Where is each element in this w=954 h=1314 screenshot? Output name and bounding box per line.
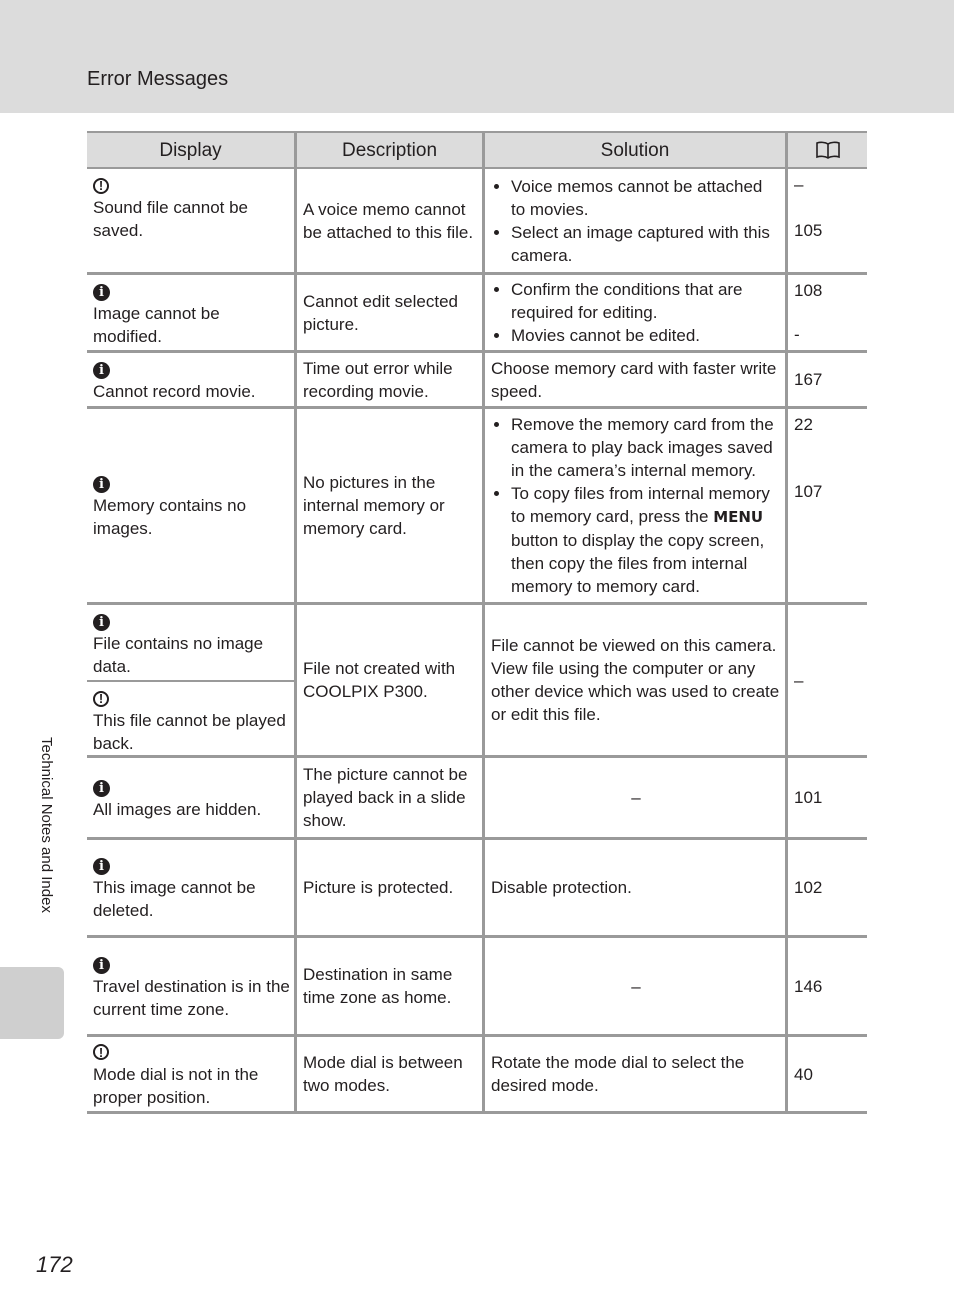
reference-cell: 102 — [785, 840, 867, 938]
reference-cell — [785, 275, 867, 353]
display-cell — [87, 409, 294, 605]
table-row — [87, 605, 867, 682]
display-message: This file cannot be played back. — [93, 711, 286, 753]
reference-page: 108 — [794, 281, 823, 300]
info-icon: i — [93, 614, 110, 631]
solution-cell — [482, 275, 785, 353]
display-cell — [87, 840, 294, 938]
info-icon: i — [93, 284, 110, 301]
reference-cell: 146 — [785, 938, 867, 1037]
display-cell — [87, 682, 294, 758]
table-row — [87, 275, 867, 353]
description-cell: Cannot edit selected picture. — [294, 275, 482, 353]
description-cell: Picture is protected. — [294, 840, 482, 938]
solution-cell: Choose memory card with faster write speed. — [482, 353, 785, 409]
header-band — [0, 0, 954, 113]
reference-page: 22 — [794, 415, 813, 434]
display-message: Sound file cannot be saved. — [93, 198, 249, 240]
reference-page: 105 — [794, 221, 823, 240]
reference-cell: 40 — [785, 1037, 867, 1114]
display-message: This image cannot be deleted. — [93, 878, 256, 920]
display-cell — [87, 758, 294, 840]
display-message: File contains no image data. — [93, 634, 264, 676]
side-section-label: Technical Notes and Index — [38, 737, 55, 913]
solution-item: • Select an image captured with this camera. — [511, 221, 781, 267]
display-message: Memory contains no images. — [93, 496, 247, 538]
solution-item: • Confirm the conditions that are required for editing. — [511, 278, 781, 324]
display-cell — [87, 275, 294, 353]
display-cell — [87, 938, 294, 1037]
display-message: Travel destination is in the current time zone. — [93, 976, 290, 1019]
info-icon: i — [93, 362, 110, 379]
reference-page: 107 — [794, 482, 823, 501]
solution-cell: File cannot be viewed on this camera. View file using the computer or any other device which was used to create or edit this file. — [482, 605, 785, 758]
warning-circle-icon: ! — [93, 178, 109, 194]
display-message: Mode dial is not in the proper position. — [93, 1064, 259, 1107]
display-cell — [87, 1037, 294, 1114]
section-title: Error Messages — [87, 68, 229, 90]
column-header-description: Description — [294, 131, 482, 169]
solution-item: • Voice memos cannot be attached to movies. — [511, 175, 781, 221]
solution-text: To copy files from internal memory to memory card, press the — [511, 484, 770, 526]
solution-cell: – — [482, 938, 785, 1037]
column-header-display: Display — [87, 131, 294, 169]
side-tab — [0, 967, 64, 1039]
solution-cell — [482, 169, 785, 275]
description-cell: The picture cannot be played back in a slide show. — [294, 758, 482, 840]
reference-cell — [785, 409, 867, 605]
warning-circle-icon: ! — [93, 691, 109, 707]
warning-circle-icon: ! — [93, 1044, 109, 1060]
description-cell: A voice memo cannot be attached to this file. — [294, 169, 482, 275]
reference-cell: 167 — [785, 353, 867, 409]
display-cell — [87, 169, 294, 275]
display-message: Image cannot be modified. — [93, 304, 220, 346]
description-cell: Time out error while recording movie. — [294, 353, 482, 409]
reference-cell — [785, 169, 867, 275]
solution-item — [511, 482, 781, 598]
solution-cell — [482, 409, 785, 605]
solution-cell: – — [482, 758, 785, 840]
reference-cell: – — [785, 605, 867, 758]
solution-cell: Disable protection. — [482, 840, 785, 938]
table-header-row — [87, 131, 867, 169]
table-row — [87, 758, 867, 840]
table-row — [87, 938, 867, 1037]
solution-item: • Movies cannot be edited. — [511, 324, 781, 347]
table-row — [87, 1037, 867, 1114]
table-row — [87, 409, 867, 605]
display-message: All images are hidden. — [93, 799, 262, 819]
menu-button-glyph: MENU — [713, 508, 764, 526]
table-row — [87, 840, 867, 938]
column-header-reference — [785, 131, 867, 169]
display-message: Cannot record movie. — [93, 382, 256, 401]
book-icon — [815, 140, 841, 160]
reference-page: - — [794, 325, 800, 344]
solution-cell: Rotate the mode dial to select the desired mode. — [482, 1037, 785, 1114]
description-cell: Mode dial is between two modes. — [294, 1037, 482, 1114]
info-icon: i — [93, 780, 110, 797]
solution-text: button to display the copy screen, then copy the files from internal memory to memory card. — [511, 531, 765, 596]
table-row — [87, 169, 867, 275]
description-cell: No pictures in the internal memory or memory card. — [294, 409, 482, 605]
reference-cell: 101 — [785, 758, 867, 840]
info-icon: i — [93, 957, 110, 974]
description-cell: File not created with COOLPIX P300. — [294, 605, 482, 758]
table-row — [87, 353, 867, 409]
display-cell — [87, 605, 294, 682]
solution-item: • Remove the memory card from the camera to play back images saved in the camera’s internal memory. — [511, 413, 781, 482]
error-messages-table — [87, 131, 867, 1114]
display-cell — [87, 353, 294, 409]
column-header-solution: Solution — [482, 131, 785, 169]
reference-page: – — [794, 175, 804, 194]
info-icon: i — [93, 858, 110, 875]
page-number: 172 — [36, 1252, 73, 1277]
description-cell: Destination in same time zone as home. — [294, 938, 482, 1037]
info-icon: i — [93, 476, 110, 493]
